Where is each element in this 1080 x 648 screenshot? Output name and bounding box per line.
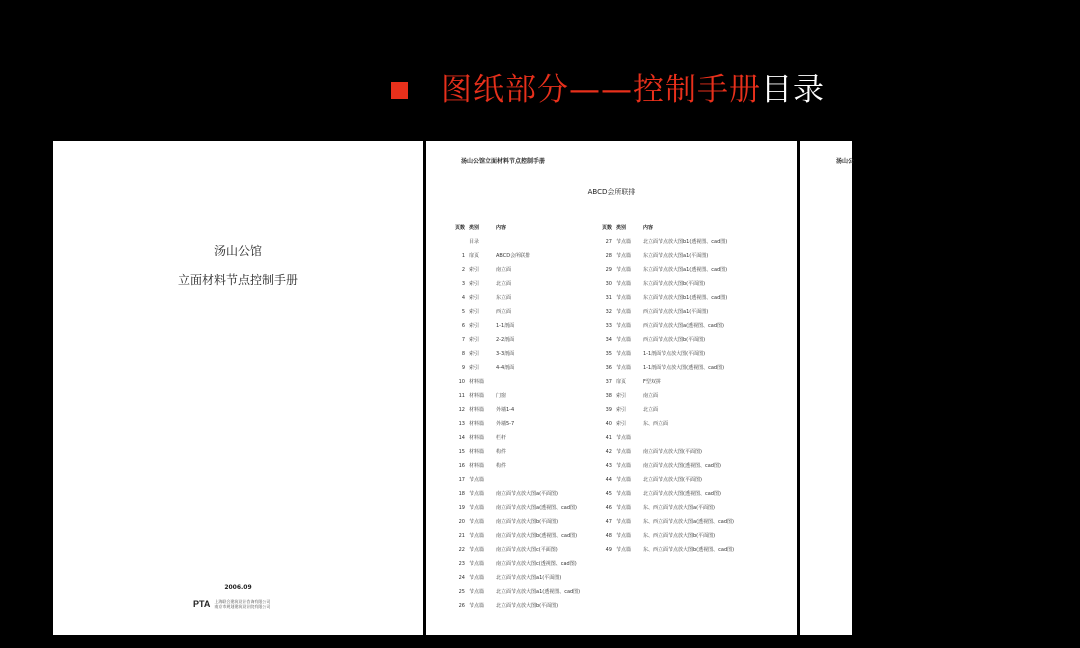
toc-page-cell: 14 — [458, 435, 465, 441]
toc-category-cell: 节点篇 — [469, 603, 485, 609]
toc-content-cell: 4-4剖面 — [496, 365, 515, 371]
toc-page-cell: 21 — [458, 533, 465, 539]
toc-category-cell: 节点篇 — [616, 547, 632, 553]
toc-category-cell: 节点篇 — [469, 519, 485, 525]
toc-content-cell: 北立面 — [496, 281, 512, 287]
toc-content-cell: 东立面节点放大图b(平面图) — [643, 281, 706, 287]
toc-category-cell: 节点篇 — [616, 323, 632, 329]
toc-page-cell: 16 — [458, 463, 465, 469]
toc-category-cell: 节点篇 — [616, 477, 632, 483]
toc-category-cell: 节点篇 — [616, 309, 632, 315]
toc-page-cell: 6 — [461, 323, 465, 329]
toc-category-cell: 索引 — [616, 421, 627, 427]
toc-category-cell: 索引 — [469, 281, 480, 287]
toc-content-cell: 2-2剖面 — [496, 337, 515, 343]
toc-page-cell: 5 — [461, 309, 465, 315]
toc-content-cell: 构件 — [496, 449, 507, 455]
toc-content-cell: 1-1剖面节点放大图(平面图) — [643, 351, 706, 357]
toc-subtitle: ABCD会所联排 — [587, 188, 636, 196]
toc-category-cell: 扉页 — [616, 379, 627, 385]
toc-category-cell: 节点篇 — [616, 337, 632, 343]
toc-category-cell: 索引 — [469, 351, 480, 357]
toc-content-cell: F型双拼 — [643, 379, 661, 385]
toc-category-cell: 材料篇 — [469, 379, 485, 385]
toc-page-cell: 31 — [605, 295, 612, 301]
toc-content-cell: 西立面节点放大图a1(平面图) — [643, 309, 709, 315]
toc-category-cell: 节点篇 — [469, 477, 485, 483]
red-square-bullet-icon — [391, 82, 408, 99]
toc-category-cell: 材料篇 — [469, 463, 485, 469]
toc-page-cell: 26 — [458, 603, 465, 609]
toc-page-cell: 9 — [461, 365, 465, 371]
toc-category-cell: 索引 — [469, 309, 480, 315]
toc-page-cell: 30 — [605, 281, 612, 287]
toc-page-cell: 23 — [458, 561, 465, 567]
toc-page-cell: 32 — [605, 309, 612, 315]
toc-page-cell: 12 — [458, 407, 465, 413]
third-page-header: 汤山公 — [836, 158, 855, 165]
toc-page-cell: 15 — [458, 449, 465, 455]
toc-category-cell: 索引 — [469, 323, 480, 329]
company-line-1: 上海联合建筑设计咨询有限公司 — [214, 599, 271, 604]
toc-content-cell: 西立面节点放大图b(平面图) — [643, 337, 706, 343]
toc-page-cell: 4 — [461, 295, 465, 301]
toc-page-cell: 13 — [458, 421, 465, 427]
toc-category-cell: 节点篇 — [616, 533, 632, 539]
slide-title-red: 图纸部分——控制手册 — [441, 72, 761, 108]
toc-content-cell: 东、西立面 — [643, 421, 669, 427]
toc-page-cell: 24 — [458, 575, 465, 581]
toc-page-cell: 39 — [605, 407, 612, 413]
toc-content-cell: 外墙1-4 — [496, 407, 515, 413]
toc-category-cell: 索引 — [616, 407, 627, 413]
toc-category-cell: 节点篇 — [616, 281, 632, 287]
toc-page-cell: 28 — [605, 253, 612, 259]
toc-category-cell: 材料篇 — [469, 435, 485, 441]
toc-category-cell: 节点篇 — [616, 505, 632, 511]
toc-page-cell: 41 — [605, 435, 612, 441]
toc-content-cell: 北立面节点放大图b(平面图) — [496, 603, 559, 609]
toc-category-cell: 节点篇 — [616, 435, 632, 441]
toc-category-cell: 类别 — [616, 225, 627, 231]
toc-category-cell: 节点篇 — [469, 561, 485, 567]
toc-page-cell: 34 — [605, 337, 612, 343]
toc-category-cell: 节点篇 — [616, 365, 632, 371]
toc-page-cell: 页数 — [454, 225, 465, 231]
toc-content-cell: 北立面节点放大图a1(透视图、cad图) — [496, 589, 581, 595]
slide-title-white: 目录 — [761, 72, 825, 108]
toc-category-cell: 索引 — [469, 337, 480, 343]
toc-content-cell: 南立面节点放大图b(平面图) — [496, 519, 559, 525]
slide-title — [441, 70, 825, 110]
toc-page-cell: 20 — [458, 519, 465, 525]
toc-category-cell: 节点篇 — [616, 351, 632, 357]
toc-content-cell: 内容 — [496, 225, 507, 231]
toc-page-cell: 49 — [605, 547, 612, 553]
toc-content-cell: 1-1剖面节点放大图(透视图、cad图) — [643, 365, 725, 371]
toc-category-cell: 材料篇 — [469, 393, 485, 399]
toc-page-cell: 40 — [605, 421, 612, 427]
toc-content-cell: 南立面节点放大图a(平面图) — [496, 491, 558, 497]
toc-content-cell: 外墙5-7 — [496, 421, 515, 427]
toc-page-cell: 7 — [461, 337, 465, 343]
toc-content-cell: 北立面节点放大图(透视图、cad图) — [643, 491, 721, 497]
toc-page-cell: 17 — [458, 477, 465, 483]
toc-content-cell: 门窗 — [496, 393, 507, 399]
toc-category-cell: 索引 — [469, 365, 480, 371]
toc-category-cell: 节点篇 — [616, 463, 632, 469]
toc-content-cell: 东立面 — [496, 295, 512, 301]
toc-page-header: 汤山公馆立面材料节点控制手册 — [461, 158, 546, 165]
toc-category-cell: 节点篇 — [469, 575, 485, 581]
toc-content-cell: 北立面 — [643, 407, 659, 413]
toc-content-cell: 南立面节点放大图(透视图、cad图) — [643, 463, 721, 469]
toc-content-cell: 1-1剖面 — [496, 323, 515, 329]
toc-content-cell: 东、西立面节点放大图b(平面图) — [643, 533, 716, 539]
toc-content-cell: 南立面节点放大图(平面图) — [643, 449, 702, 455]
toc-content-cell: 南立面 — [496, 267, 512, 273]
toc-content-cell: 东、西立面节点放大图a(透视图、cad图) — [643, 519, 734, 525]
toc-category-cell: 目录 — [469, 239, 480, 245]
toc-content-cell: 东立面节点放大图a1(平面图) — [643, 253, 709, 259]
toc-category-cell: 类别 — [469, 225, 480, 231]
toc-content-cell: ABCD会所联排 — [496, 253, 531, 259]
toc-content-cell: 北立面节点放大图a1(平面图) — [496, 575, 562, 581]
company-names — [214, 599, 270, 609]
toc-page-cell: 36 — [605, 365, 612, 371]
toc-content-cell: 南立面节点放大图a(透视图、cad图) — [496, 505, 577, 511]
toc-content-cell: 南立面 — [643, 393, 659, 399]
company-logo — [193, 599, 270, 609]
pta-logo-mark: PTA — [193, 599, 211, 609]
cover-subtitle: 立面材料节点控制手册 — [177, 273, 298, 287]
toc-page-cell: 45 — [605, 491, 612, 497]
toc-content-cell: 3-3剖面 — [496, 351, 515, 357]
toc-category-cell: 节点篇 — [616, 295, 632, 301]
toc-page-cell: 35 — [605, 351, 612, 357]
toc-page-cell: 42 — [605, 449, 612, 455]
toc-content-cell: 东、西立面节点放大图b(透视图、cad图) — [643, 547, 735, 553]
toc-content-cell: 东、西立面节点放大图a(平面图) — [643, 505, 715, 511]
toc-content-cell: 内容 — [643, 225, 654, 231]
toc-category-cell: 索引 — [469, 267, 480, 273]
toc-category-cell: 节点篇 — [616, 267, 632, 273]
toc-content-cell: 东立面节点放大图b1(透视图、cad图) — [643, 295, 728, 301]
cover-date: 2006.09 — [224, 584, 252, 591]
toc-category-cell: 索引 — [469, 295, 480, 301]
toc-page-cell: 11 — [458, 393, 465, 399]
toc-page-cell: 48 — [605, 533, 612, 539]
cover-page — [53, 141, 423, 635]
toc-page-cell: 18 — [458, 491, 465, 497]
toc-content-cell: 北立面节点放大图b1(透视图、cad图) — [643, 239, 728, 245]
toc-page-cell: 47 — [605, 519, 612, 525]
toc-page-cell: 19 — [458, 505, 465, 511]
toc-page-cell: 25 — [458, 589, 465, 595]
toc-content-cell: 栏杆 — [496, 435, 507, 441]
toc-category-cell: 材料篇 — [469, 421, 485, 427]
toc-page-cell: 3 — [461, 281, 465, 287]
slide-title-row — [0, 0, 1080, 130]
toc-category-cell: 节点篇 — [616, 449, 632, 455]
toc-category-cell: 扉页 — [469, 253, 480, 259]
toc-page — [426, 141, 797, 635]
toc-page-cell: 38 — [605, 393, 612, 399]
toc-content-cell: 南立面节点放大图c(平面图) — [496, 547, 558, 553]
toc-category-cell: 节点篇 — [469, 491, 485, 497]
toc-content-cell: 北立面节点放大图(平面图) — [643, 477, 702, 483]
toc-page-cell: 8 — [461, 351, 465, 357]
toc-content-cell: 西立面节点放大图a(透视图、cad图) — [643, 323, 724, 329]
toc-category-cell: 节点篇 — [469, 533, 485, 539]
company-line-2: 南京市规划建筑设计院有限公司 — [214, 604, 271, 609]
toc-page-cell: 33 — [605, 323, 612, 329]
cover-title: 汤山公馆 — [213, 244, 262, 258]
toc-page-cell: 10 — [458, 379, 465, 385]
toc-content-cell: 构件 — [496, 463, 507, 469]
toc-category-cell: 材料篇 — [469, 449, 485, 455]
toc-page-cell: 29 — [605, 267, 612, 273]
toc-content-cell: 东立面节点放大图a1(透视图、cad图) — [643, 267, 728, 273]
toc-page-cell: 2 — [461, 267, 465, 273]
toc-page-cell: 22 — [458, 547, 465, 553]
toc-category-cell: 材料篇 — [469, 407, 485, 413]
toc-page-cell: 37 — [605, 379, 612, 385]
toc-content-cell: 西立面 — [496, 309, 512, 315]
toc-category-cell: 节点篇 — [616, 519, 632, 525]
toc-category-cell: 节点篇 — [469, 589, 485, 595]
toc-page-cell: 46 — [605, 505, 612, 511]
toc-category-cell: 索引 — [616, 393, 627, 399]
toc-category-cell: 节点篇 — [469, 547, 485, 553]
toc-page-cell: 页数 — [601, 225, 612, 231]
toc-page-cell: 44 — [605, 477, 612, 483]
toc-page-cell: 27 — [605, 239, 612, 245]
toc-page-cell: 43 — [605, 463, 612, 469]
toc-category-cell: 节点篇 — [616, 491, 632, 497]
toc-content-cell: 南立面节点放大图c(透视图、cad图) — [496, 561, 577, 567]
third-page-edge — [800, 141, 855, 635]
toc-category-cell: 节点篇 — [616, 253, 632, 259]
toc-category-cell: 节点篇 — [469, 505, 485, 511]
toc-page-cell: 1 — [461, 253, 465, 259]
toc-content-cell: 南立面节点放大图b(透视图、cad图) — [496, 533, 578, 539]
toc-category-cell: 节点篇 — [616, 239, 632, 245]
